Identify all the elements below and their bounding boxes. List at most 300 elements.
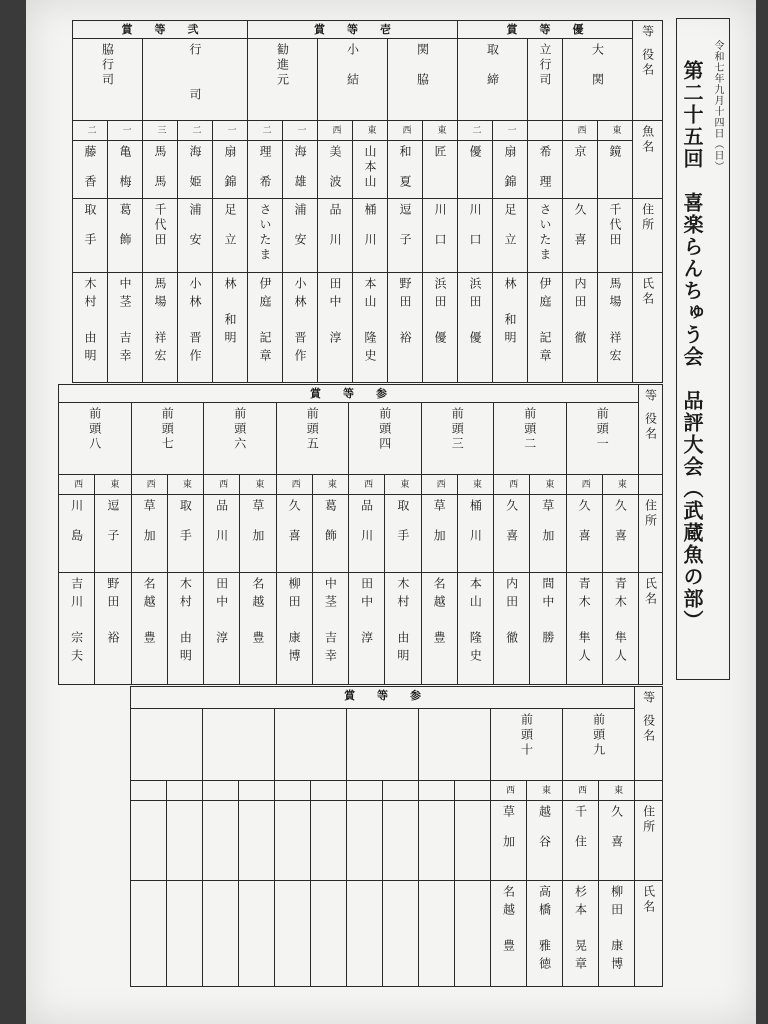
side-position [240,475,276,495]
competitor-address-text: さいたま [258,203,273,263]
header-yakumei [633,21,663,121]
competitor-address [143,199,178,273]
label-yakumei-3: 役名 [641,714,656,744]
competitor-name [143,273,178,383]
competitor-name [178,273,213,383]
rank-title-text: 脇行司 [100,43,115,88]
fish-name-text: 扇 錦 [503,145,518,190]
fish-name [388,141,423,199]
competitor-name [419,881,455,987]
fish-name-text: 海 雄 [293,145,308,190]
side-position-text: 一 [295,125,306,136]
side-position [318,121,353,141]
competitor-address [131,495,167,573]
side-position [349,475,385,495]
competitor-address-text: 浦 安 [188,203,202,248]
blank-label-cell [635,781,663,801]
competitor-name-text: 名越 豊 [501,885,516,957]
competitor-address [108,199,143,273]
side-position-text: 東 [610,125,621,136]
side-position-text: 東 [540,785,550,796]
side-position [311,781,347,801]
competitor-address [167,801,203,881]
competitor-address-text: 葛 飾 [323,499,338,544]
side-position [131,781,167,801]
competitor-name [385,573,421,685]
competitor-name [530,573,566,685]
competitor-address [423,199,458,273]
side-position-text: 西 [144,479,155,490]
side-position [248,121,283,141]
competitor-address [203,801,239,881]
competitor-address [318,199,353,273]
band-san-2: 賞 等 参 [59,385,639,403]
competitor-address-text: 千代田 [153,203,167,248]
competitor-address [419,801,455,881]
side-position [385,475,421,495]
side-position-text: 西 [217,479,228,490]
competitor-address [493,199,528,273]
side-position [213,121,248,141]
competitor-address-text: 品 川 [328,203,343,248]
side-position-text: 東 [325,479,336,490]
side-position [423,121,458,141]
competitor-name-text: 柳田 康博 [287,577,302,667]
competitor-address [204,495,240,573]
competitor-address [566,495,602,573]
side-position [167,475,203,495]
competitor-address [602,495,638,573]
label-tou-2: 等 [643,389,658,404]
side-position [491,781,527,801]
rank-title-text: 前頭三 [450,407,465,452]
ranking-table-middle [58,384,663,685]
side-position-text: 西 [579,479,590,490]
competitor-address-text: 久 喜 [504,499,519,544]
side-position-text: 西 [434,479,445,490]
competitor-name-text: 伊庭 記章 [538,277,553,367]
rank-title-text: 取 締 [485,43,500,88]
competitor-name [423,273,458,383]
competitor-address [311,801,347,881]
competitor-address [349,495,385,573]
competitor-name-text: 中茎 吉幸 [323,577,338,667]
competitor-address [240,495,276,573]
side-position-text: 二 [260,125,271,136]
fish-name-text: 希 理 [538,145,553,190]
rank-title [203,709,275,781]
competitor-address [59,495,95,573]
competitor-name-text: 田中 淳 [359,577,374,649]
competitor-name-text: 小林 晋作 [293,277,308,367]
competitor-name-text: 野田 裕 [105,577,120,649]
competitor-address [353,199,388,273]
competitor-name-text: 田中 淳 [214,577,229,649]
competitor-address-text: 桶 川 [363,203,378,248]
side-position [204,475,240,495]
competitor-name [312,573,348,685]
ranking-table-lower [130,686,663,987]
fish-name [248,141,283,199]
competitor-name [248,273,283,383]
side-position-text: 東 [470,479,481,490]
competitor-address [421,495,457,573]
rank-title [419,709,491,781]
competitor-address [167,495,203,573]
competitor-name [167,881,203,987]
rank-title [131,709,203,781]
side-position [599,781,635,801]
competitor-name [276,573,312,685]
competitor-address-text: 川 口 [468,203,483,248]
fish-name [528,141,563,199]
shimei-label-cell [639,573,663,685]
competitor-name [95,573,131,685]
competitor-name-text: 間中 勝 [540,577,555,649]
side-position [602,475,638,495]
name-label-cell-text: 氏名 [640,277,655,307]
side-position [95,475,131,495]
competitor-address-text: 足 立 [223,203,238,248]
rank-title-text: 大 関 [590,43,605,88]
rank-title [563,39,633,121]
fish-name-text: 扇 錦 [223,145,238,190]
label-tou-3: 等 [641,691,656,706]
competitor-name-text: 田中 淳 [328,277,343,349]
rank-title [349,403,422,475]
side-position-text: 東 [253,479,264,490]
rank-title-text: 小 結 [345,43,360,88]
rank-title [491,709,563,781]
competitor-address-text: 取 手 [83,203,97,248]
competitor-address-text: 逗 子 [105,499,120,544]
competitor-address [388,199,423,273]
rank-title [528,39,563,121]
side-position [353,121,388,141]
competitor-address [275,801,311,881]
rank-title-text: 前頭十 [519,713,534,758]
rank-title [318,39,388,121]
competitor-name-text: 名越 豊 [250,577,265,649]
header-yakumei-2 [639,385,663,475]
rank-title [73,39,143,121]
competitor-name-text: 野田 裕 [398,277,413,349]
rank-title-text: 前頭九 [591,713,606,758]
band-san-3: 賞 等 参 [131,687,635,709]
competitor-name [108,273,143,383]
jusho-label-cell [639,495,663,573]
competitor-name [203,881,239,987]
side-position-text: 東 [435,125,446,136]
competitor-name [458,273,493,383]
fish-name [213,141,248,199]
competitor-name [566,573,602,685]
competitor-address [563,801,599,881]
side-position-text: 一 [505,125,516,136]
competitor-name-text: 浜田 優 [468,277,483,349]
competitor-address-text: 草 加 [432,499,447,544]
fish-name-text: 優 [468,145,483,160]
rank-title-text: 前頭一 [595,407,610,452]
competitor-address [248,199,283,273]
competitor-address-text: 久 喜 [609,805,624,850]
rank-title-text: 行 司 [188,43,203,103]
competitor-name [131,881,167,987]
competitor-address-text: 取 手 [395,499,410,544]
side-position-text: 東 [612,785,623,796]
side-position-text: 西 [289,479,300,490]
rank-title-text: 前頭五 [305,407,320,452]
side-position [59,475,95,495]
competitor-address [530,495,566,573]
rank-title-text: 立行司 [538,43,553,88]
rank-title-text: 前頭四 [377,407,392,452]
side-position-text: 西 [507,479,518,490]
competitor-name [275,881,311,987]
competitor-address-text: 草 加 [142,499,157,544]
side-position [178,121,213,141]
competitor-address [385,495,421,573]
competitor-address [455,801,491,881]
competitor-name [59,573,95,685]
ranking-table-upper [72,20,663,383]
competitor-name [455,881,491,987]
fish-name-text: 和 夏 [398,145,413,190]
competitor-name-text: 林 和明 [503,277,518,349]
fish-label-cell [633,121,663,199]
competitor-name [383,881,419,987]
fish-name [458,141,493,199]
band-ni: 賞 等 弐 [73,21,248,39]
rank-title [248,39,318,121]
competitor-name [353,273,388,383]
competitor-address [283,199,318,273]
competitor-address-text: 越 谷 [537,805,552,850]
side-position-text: 東 [615,479,626,490]
label-yakumei-2: 役名 [643,412,658,442]
side-position-text: 西 [575,125,586,136]
side-position [530,475,566,495]
competitor-address [131,801,167,881]
side-position-text: 西 [362,479,373,490]
competitor-name-text: 青木 隼人 [577,577,592,667]
competitor-name-text: 浜田 優 [433,277,448,349]
competitor-name [213,273,248,383]
competitor-name [388,273,423,383]
competitor-address [527,801,563,881]
competitor-address-text: 久 喜 [613,499,628,544]
competitor-address-text: 草 加 [540,499,555,544]
rank-title [276,403,349,475]
competitor-address-text: 取 手 [178,499,193,544]
label-tou: 等 [640,25,655,40]
fish-name [598,141,633,199]
rank-title-text: 前頭八 [87,407,102,452]
competitor-name [563,273,598,383]
rank-title-text: 前頭七 [160,407,175,452]
side-position-text: 一 [225,125,236,136]
competitor-address [457,495,493,573]
competitor-name-text: 内田 徹 [573,277,588,349]
competitor-address [599,801,635,881]
competitor-name [240,573,276,685]
rank-title-text: 前頭二 [522,407,537,452]
competitor-name-text: 杉本 晃章 [573,885,588,975]
competitor-address [312,495,348,573]
competitor-address [458,199,493,273]
blank-label-cell [639,475,663,495]
side-position [108,121,143,141]
competitor-name-text: 木村 由明 [83,277,97,367]
side-position [458,121,493,141]
rank-title [458,39,528,121]
competitor-address-text: 千代田 [608,203,623,248]
label-yakumei: 役名 [640,48,655,78]
competitor-name [598,273,633,383]
side-position [276,475,312,495]
competitor-address [563,199,598,273]
competitor-name [311,881,347,987]
side-position [73,121,108,141]
fish-name-text: 藤 香 [83,145,97,190]
side-position [347,781,383,801]
competitor-address-text: 逗 子 [398,203,413,248]
side-position-text: 二 [190,125,201,136]
competitor-address [598,199,633,273]
side-position-text: 東 [180,479,191,490]
competitor-name [528,273,563,383]
fish-name-text: 理 希 [258,145,273,190]
competitor-name [73,273,108,383]
jusho-label-cell-text: 住所 [643,499,658,529]
side-position [457,475,493,495]
competitor-name-text: 名越 豊 [142,577,157,649]
competitor-name [602,573,638,685]
fish-name [493,141,528,199]
fish-name-text: 美 波 [328,145,343,190]
competitor-address-text: 川 口 [433,203,448,248]
competitor-name [599,881,635,987]
competitor-name [491,881,527,987]
side-position [563,121,598,141]
competitor-address-text: 足 立 [503,203,518,248]
competitor-name-text: 本山 隆史 [468,577,483,667]
competitor-address-text: 久 喜 [577,499,592,544]
side-position [312,475,348,495]
competitor-address [95,495,131,573]
competitor-name [283,273,318,383]
competitor-name [563,881,599,987]
side-position-text: 東 [543,479,554,490]
band-ichi: 賞 等 壱 [248,21,458,39]
competitor-name-text: 柳田 康博 [609,885,624,975]
competitor-address-text: 久 喜 [287,499,302,544]
fish-name [423,141,458,199]
competitor-address-text: 品 川 [359,499,374,544]
side-position [563,781,599,801]
fish-name-text: 山本山 [363,145,378,190]
competitor-address [528,199,563,273]
side-position [239,781,275,801]
rank-title [131,403,204,475]
competitor-name [527,881,563,987]
side-position-text: 東 [398,479,409,490]
fish-name [318,141,353,199]
fish-name [283,141,318,199]
fish-name [143,141,178,199]
shimei-label-cell [635,881,663,987]
fish-name-text: 海 姫 [188,145,202,190]
competitor-name-text: 青木 隼人 [613,577,628,667]
side-position [383,781,419,801]
competitor-address [383,801,419,881]
jusho-label-cell-text: 住所 [641,805,656,835]
competitor-name-text: 木村 由明 [395,577,410,667]
rank-title [494,403,567,475]
competitor-name-text: 本山 隆史 [363,277,378,367]
rank-title [566,403,639,475]
rank-title [59,403,132,475]
competitor-address-text: 桶 川 [468,499,483,544]
side-position [566,475,602,495]
competitor-address [73,199,108,273]
fish-name [178,141,213,199]
rank-title [275,709,347,781]
competitor-address [239,801,275,881]
competitor-name-text: 馬場 祥宏 [153,277,167,367]
side-position-text: 西 [576,785,586,796]
side-position [167,781,203,801]
competitor-address-text: 浦 安 [293,203,308,248]
competitor-address-text: 葛 飾 [118,203,132,248]
fish-name-text: 匠 [433,145,448,160]
competitor-name-text: 内田 徹 [504,577,519,649]
rank-title [563,709,635,781]
competitor-address-text: 千 住 [573,805,588,850]
competitor-name-text: 木村 由明 [178,577,193,667]
side-position-text: 二 [85,125,96,136]
side-position [421,475,457,495]
side-position [527,781,563,801]
competitor-address-text: さいたま [538,203,553,263]
band-yu: 賞 等 優 [458,21,633,39]
side-position-text: 三 [155,125,166,136]
shimei-label-cell-text: 氏名 [641,885,656,915]
side-position-text: 西 [330,125,341,136]
rank-title [143,39,248,121]
side-position-text: 東 [365,125,376,136]
rank-title [388,39,458,121]
side-position-text: 東 [108,479,119,490]
rank-title-text: 勧進元 [275,43,290,88]
side-position [283,121,318,141]
fish-name-text: 京 [573,145,588,160]
competitor-name [239,881,275,987]
fish-name-text: 鏡 [608,145,623,160]
competitor-address-text: 久 喜 [573,203,588,248]
competitor-name [347,881,383,987]
jusho-label-cell [635,801,663,881]
address-label-cell-text: 住所 [640,203,655,233]
fish-name [73,141,108,199]
fish-name-text: 亀 梅 [118,145,132,190]
competitor-address-text: 川 島 [69,499,84,544]
rank-title [204,403,277,475]
competitor-address [491,801,527,881]
side-position [528,121,563,141]
fish-name [563,141,598,199]
competitor-name [494,573,530,685]
